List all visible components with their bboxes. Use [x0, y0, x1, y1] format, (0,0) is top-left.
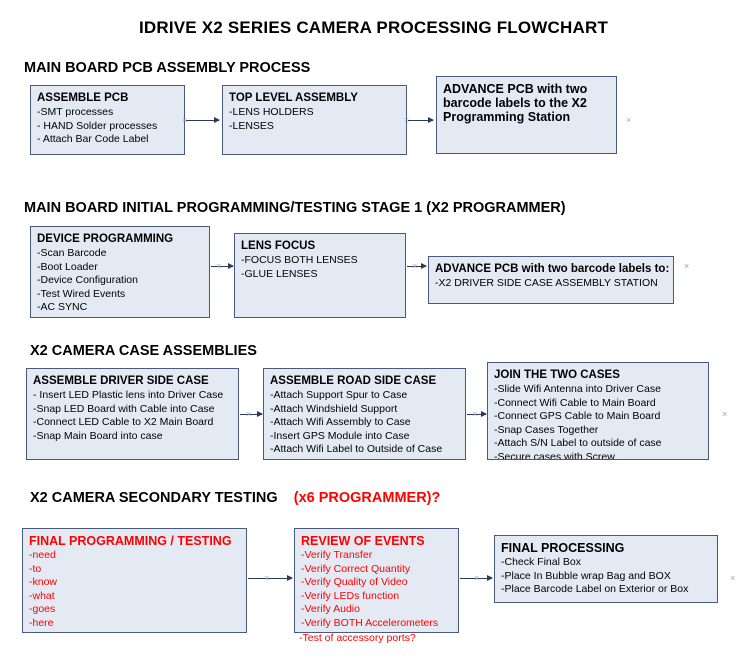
box-line: -LENS HOLDERS: [229, 106, 314, 118]
box-line: -Snap Main Board into case: [33, 429, 163, 442]
box-line: -X2 DRIVER SIDE CASE ASSEMBLY STATION: [435, 277, 658, 289]
connector-tick: ×: [216, 261, 222, 271]
box-line: -Verify Quality of Video: [301, 576, 408, 588]
box-line: -GLUE LENSES: [241, 267, 318, 280]
box-line: -AC SYNC: [37, 301, 88, 313]
box-line: -Slide Wifi Antenna into Driver Case: [494, 383, 661, 395]
box-line: -Verify LEDs function: [301, 589, 400, 602]
box-line: -Verify BOTH Accelerometers: [301, 616, 439, 629]
box-line: -Insert GPS Module into Case: [270, 429, 410, 442]
box-line: -Verify Audio: [301, 603, 360, 615]
box-title: FINAL PROCESSING: [501, 541, 625, 555]
arrow-connector: [211, 266, 233, 267]
box-line: -Attach S/N Label to outside of case: [494, 437, 662, 449]
connector-tick: ×: [264, 573, 270, 583]
section-heading-3-text: X2 CAMERA CASE ASSEMBLIES: [30, 343, 257, 359]
box-line: -what: [29, 589, 55, 602]
box-line: - HAND Solder processes: [37, 119, 158, 132]
box-title: ADVANCE PCB with two barcode labels to the X2 Programming Station: [443, 82, 588, 124]
box-line: -Snap LED Board with Cable into Case: [33, 402, 215, 415]
connector-tick: ×: [182, 115, 188, 125]
box-assemble-driver-side-case[interactable]: [26, 368, 239, 460]
box-line: -Place In Bubble wrap Bag and BOX: [501, 569, 671, 582]
box-line: -Connect Wifi Cable to Main Board: [494, 396, 656, 409]
connector-tick: ×: [684, 261, 690, 271]
connector-tick: ×: [722, 409, 728, 419]
section-heading-4: [30, 490, 440, 506]
box-line: -Boot Loader: [37, 260, 98, 273]
connector-tick: ×: [730, 573, 736, 583]
box-line: -here: [29, 616, 54, 629]
box-line: -goes: [29, 603, 56, 615]
box-line: -Connect GPS Cable to Main Board: [494, 410, 661, 422]
arrow-connector: [408, 120, 433, 121]
box-title: TOP LEVEL ASSEMBLY: [229, 92, 358, 104]
box-title: ASSEMBLE PCB: [37, 92, 129, 104]
box-review-of-events[interactable]: [294, 528, 459, 633]
box-top-level-assembly[interactable]: [222, 85, 410, 155]
box-device-programming[interactable]: [30, 226, 210, 318]
arrow-connector: [248, 578, 292, 579]
section-heading-4-accent: (x6 PROGRAMMER)?: [293, 490, 441, 506]
box-title: JOIN THE TWO CASES: [494, 369, 620, 381]
box-line: -Attach Windshield Support: [270, 402, 398, 415]
box-line: -FOCUS BOTH LENSES: [241, 254, 358, 266]
box-line: -Connect LED Cable to X2 Main Board: [33, 416, 214, 428]
box-line: -Snap Cases Together: [494, 423, 599, 436]
box-line: -Attach Wifi Assembly to Case: [270, 416, 411, 428]
box-assemble-pcb[interactable]: [30, 85, 188, 155]
box-line: -Attach Wifi Label to Outside of Case: [270, 443, 443, 455]
connector-tick: ×: [404, 115, 410, 125]
box-line: -LENSES: [229, 119, 274, 132]
box-advance-pcb-to-driver-side-case[interactable]: [428, 256, 674, 304]
box-final-processing[interactable]: [494, 535, 718, 603]
box-line: -Check Final Box: [501, 556, 581, 568]
box-line: -Verify Correct Quantity: [301, 562, 411, 575]
connector-tick: ×: [474, 573, 480, 583]
box-line: -know: [29, 576, 58, 588]
box-line: -Test Wired Events: [37, 287, 126, 300]
section-heading-2: [24, 200, 566, 216]
box-line: -SMT processes: [37, 106, 114, 118]
connector-tick: ×: [246, 409, 252, 419]
section-heading-4-text: X2 CAMERA SECONDARY TESTING: [30, 490, 278, 506]
box-join-the-two-cases[interactable]: [487, 362, 709, 460]
box-lens-focus[interactable]: [234, 233, 406, 318]
box-line: -Place Barcode Label on Exterior or Box: [501, 583, 689, 595]
box-line-overflow: -Test of accessory ports?: [299, 632, 416, 644]
box-line: -to: [29, 562, 42, 575]
box-title: DEVICE PROGRAMMING: [37, 233, 174, 245]
box-line: - Attach Bar Code Label: [37, 133, 149, 145]
connector-tick: ×: [626, 115, 632, 125]
box-line: -Scan Barcode: [37, 247, 107, 259]
box-title: ADVANCE PCB with two barcode labels to:: [435, 263, 670, 275]
box-line: -Device Configuration: [37, 274, 138, 286]
connector-tick: ×: [412, 261, 418, 271]
section-heading-1: [24, 60, 310, 76]
box-title: REVIEW OF EVENTS: [301, 534, 425, 548]
arrow-connector: [186, 120, 219, 121]
box-line: -Verify Transfer: [301, 549, 373, 561]
page-title: IDRIVE X2 SERIES CAMERA PROCESSING FLOWCHART: [138, 18, 609, 37]
box-title: ASSEMBLE DRIVER SIDE CASE: [33, 375, 209, 387]
box-assemble-road-side-case[interactable]: [263, 368, 466, 460]
section-heading-2-text: MAIN BOARD INITIAL PROGRAMMING/TESTING STAGE 1 (X2 PROGRAMMER): [24, 200, 566, 216]
section-heading-3: [30, 343, 257, 359]
box-line: - Insert LED Plastic lens into Driver Case: [33, 389, 224, 401]
box-line: -need: [29, 549, 56, 561]
section-heading-1-text: MAIN BOARD PCB ASSEMBLY PROCESS: [24, 60, 311, 76]
box-title: ASSEMBLE ROAD SIDE CASE: [270, 375, 437, 387]
box-title: LENS FOCUS: [241, 240, 316, 252]
box-title: FINAL PROGRAMMING / TESTING: [29, 534, 232, 548]
connector-tick: ×: [472, 409, 478, 419]
box-line: -Secure cases with Screw: [494, 450, 615, 460]
box-advance-pcb-to-programming-station[interactable]: [436, 76, 617, 154]
box-line: -Attach Support Spur to Case: [270, 389, 408, 401]
box-final-programming-testing[interactable]: [22, 528, 247, 633]
